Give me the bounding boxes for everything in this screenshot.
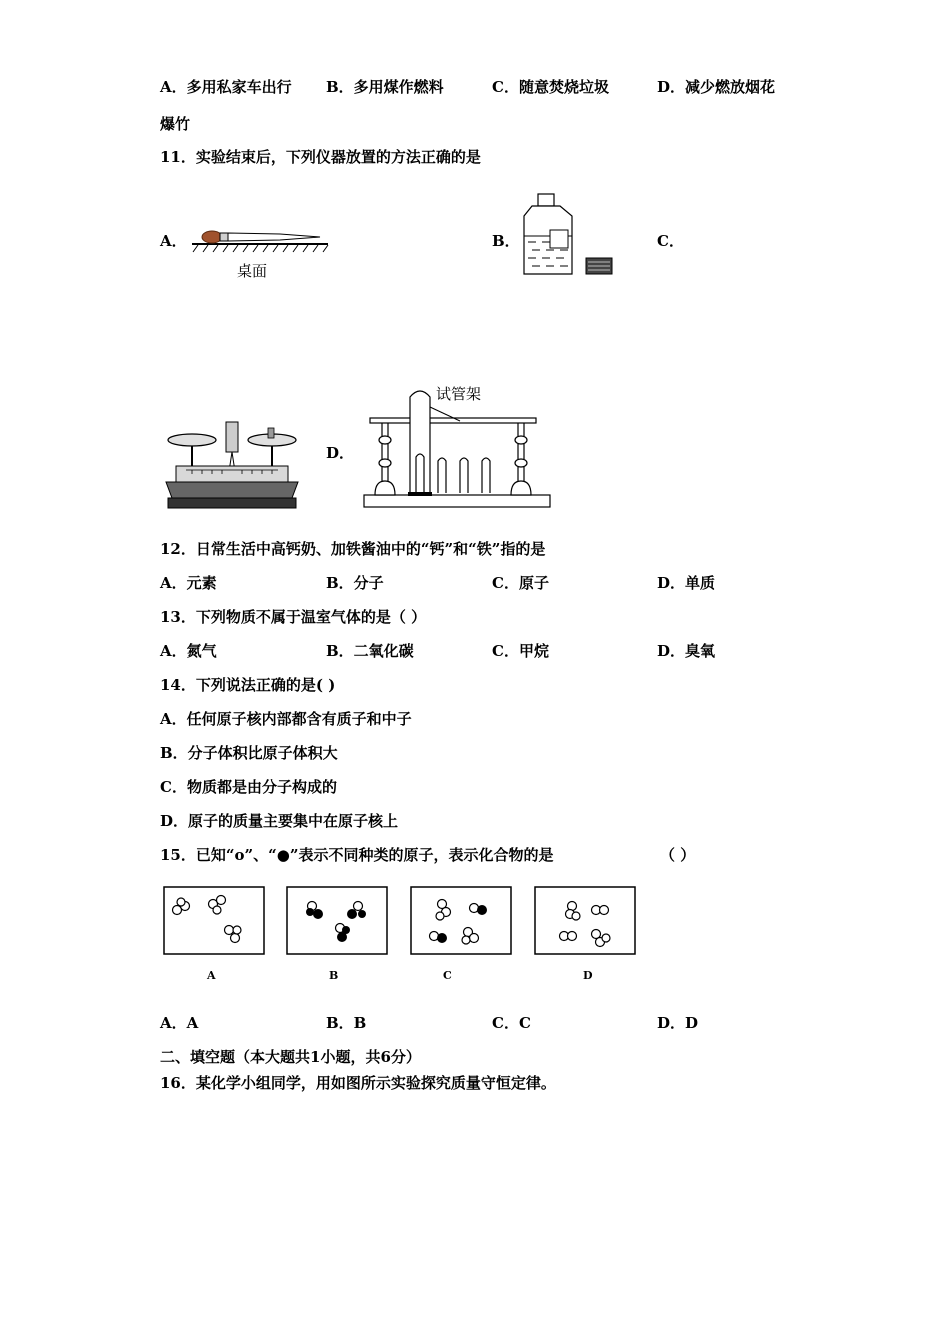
box-label-d: D	[583, 969, 593, 982]
section-title: 二、填空题（本大题共1小题，共6分）	[160, 1048, 421, 1066]
reagent-bottle-figure	[522, 192, 622, 282]
balance-figure	[162, 418, 302, 514]
q11-option-a: A．	[160, 232, 187, 250]
q13-option-d: D．臭氧	[657, 642, 716, 660]
box-label-c: C	[443, 969, 452, 982]
q14-option-d: D．原子的质量主要集中在原子核上	[160, 812, 399, 830]
q10-option-c: C．随意焚烧垃圾	[492, 78, 609, 96]
q10-option-a: A．多用私家车出行	[160, 78, 292, 96]
q14-option-c: C．物质都是由分子构成的	[160, 778, 337, 796]
box-label-a: A	[207, 969, 216, 982]
table-caption: 桌面	[237, 262, 268, 280]
test-tube-rack-figure	[360, 385, 560, 515]
q11-stem: 11．实验结束后，下列仪器放置的方法正确的是	[160, 148, 481, 166]
q12-stem: 12．日常生活中高钙奶、加铁酱油中的“钙”和“铁”指的是	[160, 540, 546, 558]
particle-box-b	[286, 886, 388, 956]
particle-box-c	[410, 886, 512, 956]
q10-option-d-continued: 爆竹	[160, 115, 191, 133]
q12-option-b: B．分子	[326, 574, 384, 592]
q13-option-b: B．二氧化碳	[326, 642, 414, 660]
q10-option-b: B．多用煤作燃料	[326, 78, 444, 96]
q15-stem-mid: ”、“	[244, 846, 277, 864]
q11-option-c: C．	[657, 232, 684, 250]
q15-option-a: A．A	[160, 1014, 199, 1032]
q15-stem	[160, 845, 554, 865]
test-tube-rack-caption: 试管架	[436, 385, 482, 403]
q15-option-d: D．D	[657, 1014, 699, 1032]
q13-option-c: C．甲烷	[492, 642, 549, 660]
q14-option-b: B．分子体积比原子体积大	[160, 744, 338, 762]
q15-stem-rest: ”表示不同种类的原子，表示化合物的是	[289, 846, 554, 864]
filled-atom-symbol: ●	[276, 846, 290, 864]
particle-box-a	[163, 886, 265, 956]
q11-option-b: B．	[492, 232, 520, 250]
particle-box-d	[534, 886, 636, 956]
q10-option-d: D．减少燃放烟花	[657, 78, 776, 96]
q15-stem-start: 15．已知“	[160, 846, 235, 864]
q15-option-c: C．C	[492, 1014, 531, 1032]
open-atom-symbol: o	[234, 846, 245, 864]
q15-option-b: B．B	[326, 1014, 367, 1032]
q14-stem: 14．下列说法正确的是( )	[160, 676, 336, 694]
q11-option-d: D．	[326, 444, 355, 462]
q16-stem: 16．某化学小组同学，用如图所示实验探究质量守恒定律。	[160, 1074, 556, 1092]
q12-option-a: A．元素	[160, 574, 217, 592]
q12-option-c: C．原子	[492, 574, 549, 592]
q14-option-a: A．任何原子核内部都含有质子和中子	[160, 710, 412, 728]
q12-option-d: D．单质	[657, 574, 716, 592]
q13-option-a: A．氮气	[160, 642, 217, 660]
q15-answer-paren: （ ）	[660, 846, 696, 864]
box-label-b: B	[329, 969, 339, 982]
q13-stem: 13．下列物质不属于温室气体的是（ ）	[160, 608, 427, 626]
